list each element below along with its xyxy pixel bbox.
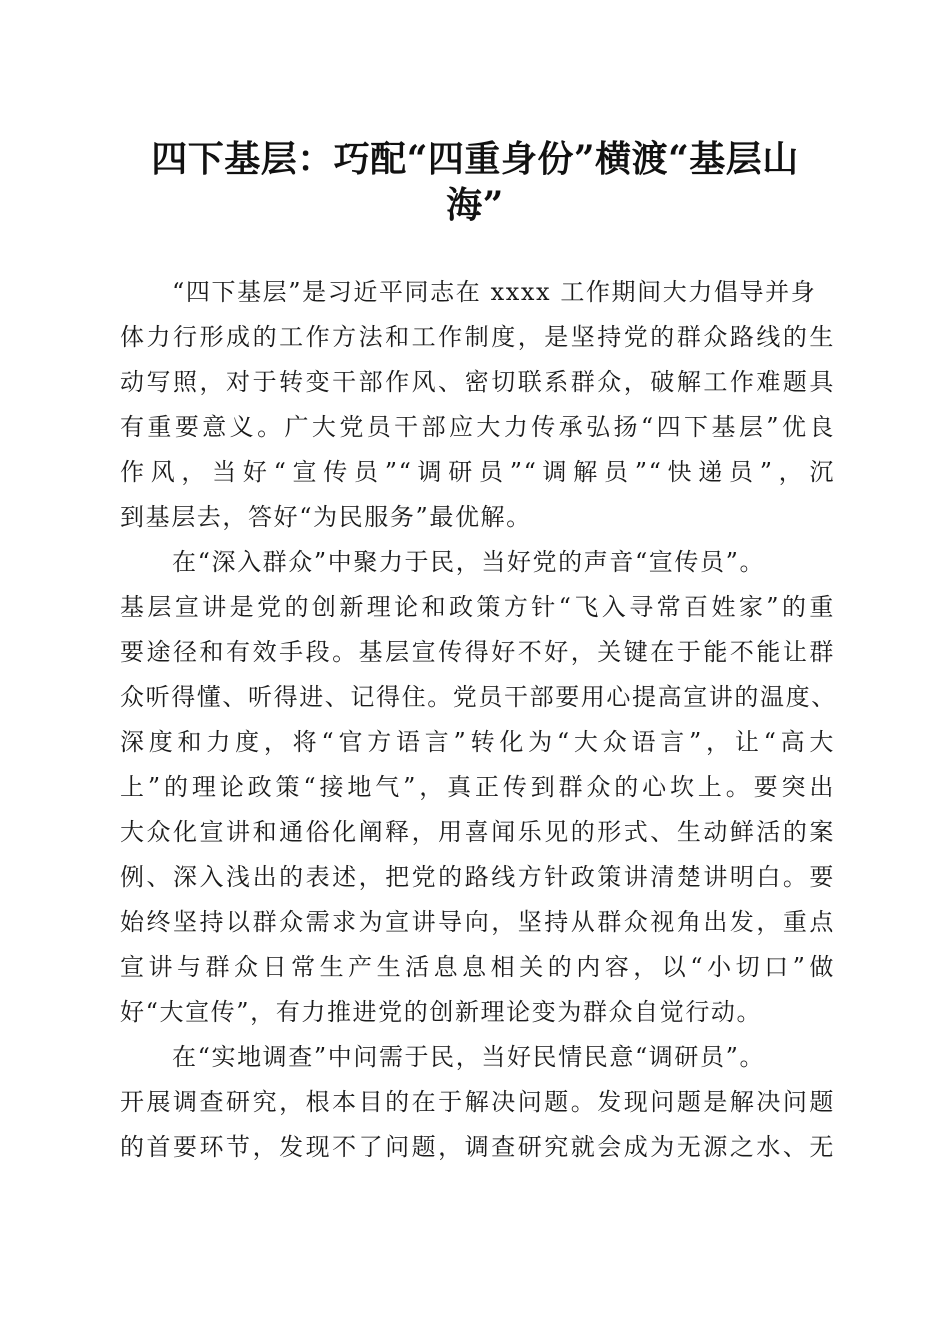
paragraph-1-line: 动写照，对于转变干部作风、密切联系群众，破解工作难题具 [120,368,835,396]
paragraph-2-line: 上”的理论政策“接地气”，真正传到群众的心坎上。要突出 [120,773,835,801]
title-line-2: 海” [446,184,504,226]
paragraph-1-line: 作风，当好“宣传员”“调研员”“调解员”“快递员”，沉 [120,458,835,486]
paragraph-2-line: 众听得懂、听得进、记得住。党员干部要用心提高宣讲的温度、 [120,683,837,711]
paragraph-2-line: 深度和力度，将“官方语言”转化为“大众语言”，让“高大 [120,728,835,756]
paragraph-2-line: 大众化宣讲和通俗化阐释，用喜闻乐见的形式、生动鲜活的案 [120,818,835,846]
paragraph-2-line: 例、深入浅出的表述，把党的路线方针政策讲清楚讲明白。要 [120,863,835,891]
paragraph-1-line: 到基层去，答好“为民服务”最优解。 [120,503,532,531]
paragraph-2-line: 基层宣讲是党的创新理论和政策方针“飞入寻常百姓家”的重 [120,593,835,621]
paragraph-3-line: 的首要环节，发现不了问题，调查研究就会成为无源之水、无 [120,1133,835,1161]
paragraph-2-line: 宣讲与群众日常生产生活息息相关的内容，以“小切口”做 [120,953,835,981]
paragraph-3-line: 开展调查研究，根本目的在于解决问题。发现问题是解决问题 [120,1088,835,1116]
paragraph-1-line: 体力行形成的工作方法和工作制度，是坚持党的群众路线的生 [120,323,835,351]
title-line-1: 四下基层：巧配“四重身份”横渡“基层山 [151,138,799,180]
paragraph-2-line: 要途径和有效手段。基层宣传得好不好，关键在于能不能让群 [120,638,835,666]
document-title [100,136,850,228]
paragraph-1-line: “四下基层”是习近平同志在 xxxx 工作期间大力倡导并身 [172,278,817,306]
paragraph-2-line: 始终坚持以群众需求为宣讲导向，坚持从群众视角出发，重点 [120,908,835,936]
paragraph-2-line: 在“深入群众”中聚力于民，当好党的声音“宣传员”。 [172,548,766,576]
paragraph-1-line: 有重要意义。广大党员干部应大力传承弘扬“四下基层”优良 [120,413,835,441]
document-body [120,270,835,1170]
paragraph-2-line: 好“大宣传”，有力推进党的创新理论变为群众自觉行动。 [120,998,763,1026]
paragraph-3-line: 在“实地调查”中问需于民，当好民情民意“调研员”。 [172,1043,766,1071]
